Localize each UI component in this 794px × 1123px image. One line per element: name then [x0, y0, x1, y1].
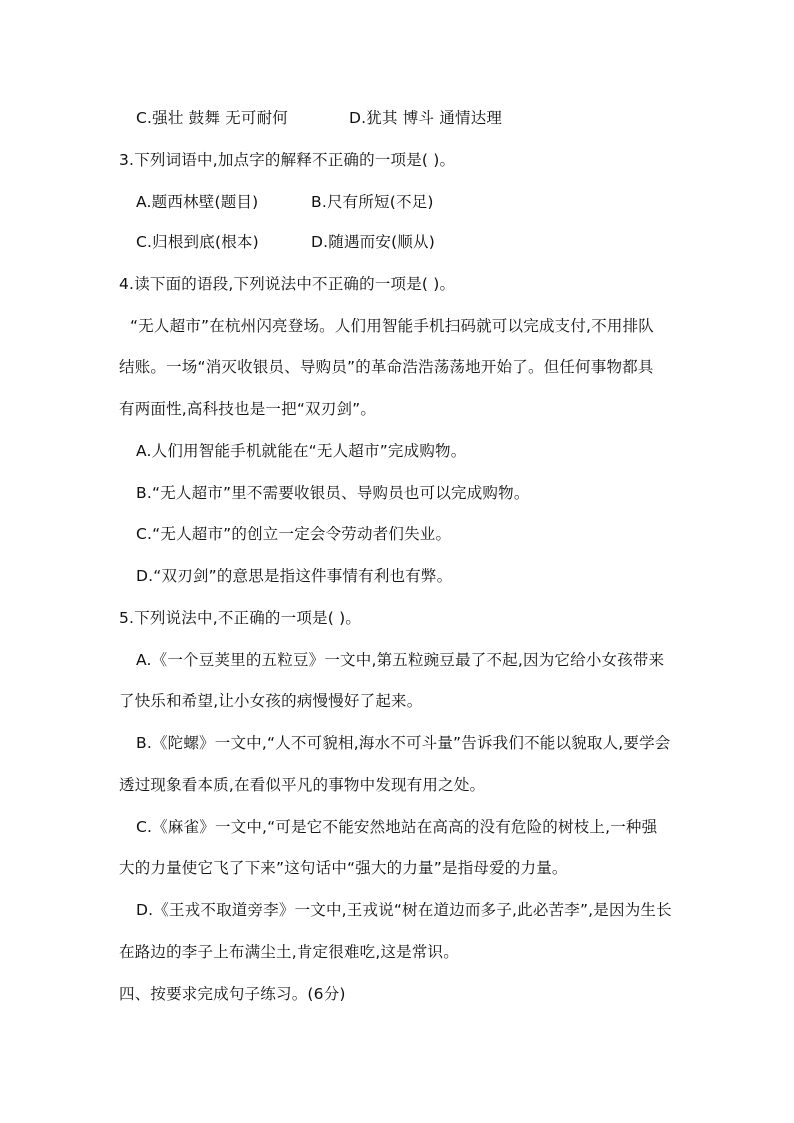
q4-option-a: A.人们用智能手机就能在“无人超市”完成购物。: [136, 442, 467, 460]
q5-stem: 5.下列说法中,不正确的一项是( )。: [119, 609, 362, 627]
q5-option-d-line-2: 在路边的李子上布满尘土,肯定很难吃,这是常识。: [119, 943, 459, 961]
q4-passage-line-1: “无人超市”在杭州闪亮登场。人们用智能手机扫码就可以完成支付,不用排队: [130, 317, 654, 335]
q4-option-c: C.“无人超市”的创立一定会令劳动者们失业。: [136, 525, 452, 543]
q5-option-d-line-1: D.《王戎不取道旁李》一文中,王戎说“树在道边而多子,此必苦李”,是因为生长: [136, 901, 672, 919]
q5-option-b-line-2: 透过现象看本质,在看似平凡的事物中发现有用之处。: [119, 776, 486, 794]
q3-option-d: D.随遇而安(顺从): [311, 233, 435, 251]
q5-option-b-line-1: B.《陀螺》一文中,“人不可貌相,海水不可斗量”告诉我们不能以貌取人,要学会: [136, 734, 671, 752]
q4-option-d: D.“双刃剑”的意思是指这件事情有利也有弊。: [136, 567, 453, 585]
q5-option-a-line-2: 了快乐和希望,让小女孩的病慢慢好了起来。: [119, 692, 423, 710]
q3-option-c: C.归根到底(根本): [136, 233, 259, 251]
q5-option-c-line-1: C.《麻雀》一文中,“可是它不能安然地站在高高的没有危险的树枝上,一种强: [136, 818, 658, 836]
q4-option-b: B.“无人超市”里不需要收银员、导购员也可以完成购物。: [136, 484, 530, 502]
q2-option-d: D.犹其 博斗 通情达理: [349, 109, 503, 127]
section-4-heading: 四、按要求完成句子练习。(6分): [119, 985, 346, 1003]
q2-option-c: C.强壮 鼓舞 无可耐何: [136, 109, 289, 127]
q3-option-a: A.题西林壁(题目): [136, 193, 259, 211]
q4-passage-line-2: 结账。一场“消灭收银员、导购员”的革命浩浩荡荡地开始了。但任何事物都具: [119, 358, 654, 376]
q3-option-b: B.尺有所短(不足): [311, 193, 434, 211]
q4-stem: 4.读下面的语段,下列说法中不正确的一项是( )。: [119, 275, 456, 293]
q5-option-a-line-1: A.《一个豆荚里的五粒豆》一文中,第五粒豌豆最了不起,因为它给小女孩带来: [136, 651, 665, 669]
q4-passage-line-3: 有两面性,高科技也是一把“双刃剑”。: [119, 400, 377, 418]
q3-stem: 3.下列词语中,加点字的解释不正确的一项是( )。: [119, 151, 456, 169]
q5-option-c-line-2: 大的力量使它飞了下来”这句话中“强大的力量”是指母爱的力量。: [119, 859, 568, 877]
